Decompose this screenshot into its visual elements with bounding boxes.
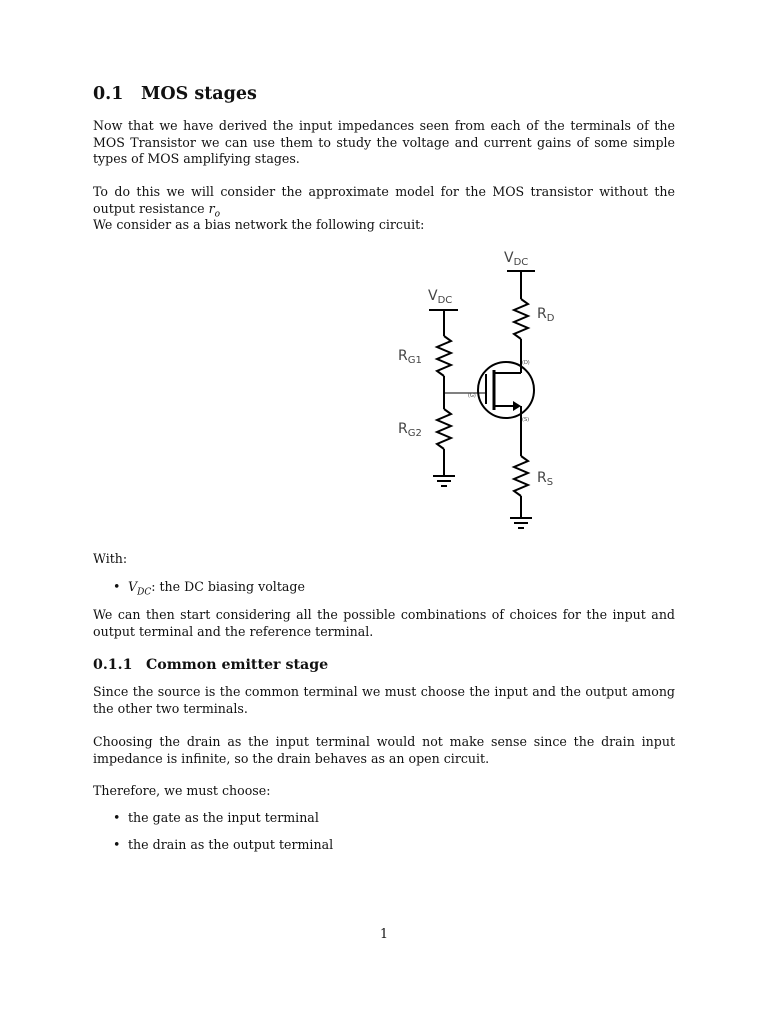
bullet-icon: • (113, 836, 121, 852)
choice-item: • the gate as the input terminal (113, 810, 319, 825)
pin-d-label: (D) (522, 360, 530, 366)
definition-item (93, 579, 675, 601)
definition-list (93, 579, 675, 601)
bias-paragraph: We consider as a bias network the following circuit: (93, 217, 425, 232)
section-number: 0.1 (93, 84, 124, 104)
source-arrow (513, 401, 521, 411)
rd-resistor (514, 299, 528, 339)
definition-text: : the DC biasing voltage (151, 579, 305, 594)
vdc-symbol: $V_{DC}$ (128, 579, 152, 598)
circuit-wires (429, 271, 535, 528)
pin-g-label: (G) (468, 393, 476, 399)
therefore-label: Therefore, we must choose: (93, 783, 271, 798)
rd-label: $R_D$ (537, 306, 555, 324)
subsection-heading (93, 657, 328, 673)
pin-s-label: (S) (522, 417, 530, 423)
section-title: MOS stages (141, 84, 257, 104)
bias-circuit-diagram (303, 244, 573, 534)
rs-label: $R_S$ (537, 470, 554, 488)
page-number: 1 (379, 926, 388, 941)
subsection-number: 0.1.1 (93, 657, 133, 673)
subsection-title: Common emitter stage (146, 657, 329, 673)
intro-paragraph: Now that we have derived the input impedances seen from each of the terminals of the MOS Transistor we can use them to study the voltage and current gains of some simple types of MOS amplifying stages. (93, 118, 675, 167)
rg2-label: $R_{G2}$ (398, 421, 422, 439)
rs-resistor (514, 456, 528, 496)
choices-list (93, 810, 675, 853)
rg1-resistor (437, 336, 451, 376)
bullet-icon: • (113, 810, 121, 825)
bullet-icon: • (113, 579, 121, 594)
combinations-paragraph: We can then start considering all the possible combinations of choices for the input and output terminal and the reference terminal. (93, 607, 675, 639)
vdc-right-label: $V_{DC}$ (504, 250, 529, 268)
choice-item: • the drain as the output terminal (113, 836, 334, 852)
section-heading (93, 84, 257, 104)
output-resistance-symbol: $r_o$ (208, 200, 221, 220)
with-label: With: (93, 551, 128, 566)
rg2-resistor (437, 409, 451, 449)
rg1-label: $R_{G1}$ (398, 348, 422, 366)
drain-paragraph: Choosing the drain as the input terminal would not make sense since the drain input impedance is infinite, so the drain behaves as an open circuit. (93, 734, 675, 766)
model-text: To do this we will consider the approximate model for the MOS transistor without the output resistance (93, 184, 675, 216)
vdc-left-label: $V_{DC}$ (428, 288, 453, 306)
source-paragraph: Since the source is the common terminal we must choose the input and the output among the other two terminals. (93, 684, 675, 716)
